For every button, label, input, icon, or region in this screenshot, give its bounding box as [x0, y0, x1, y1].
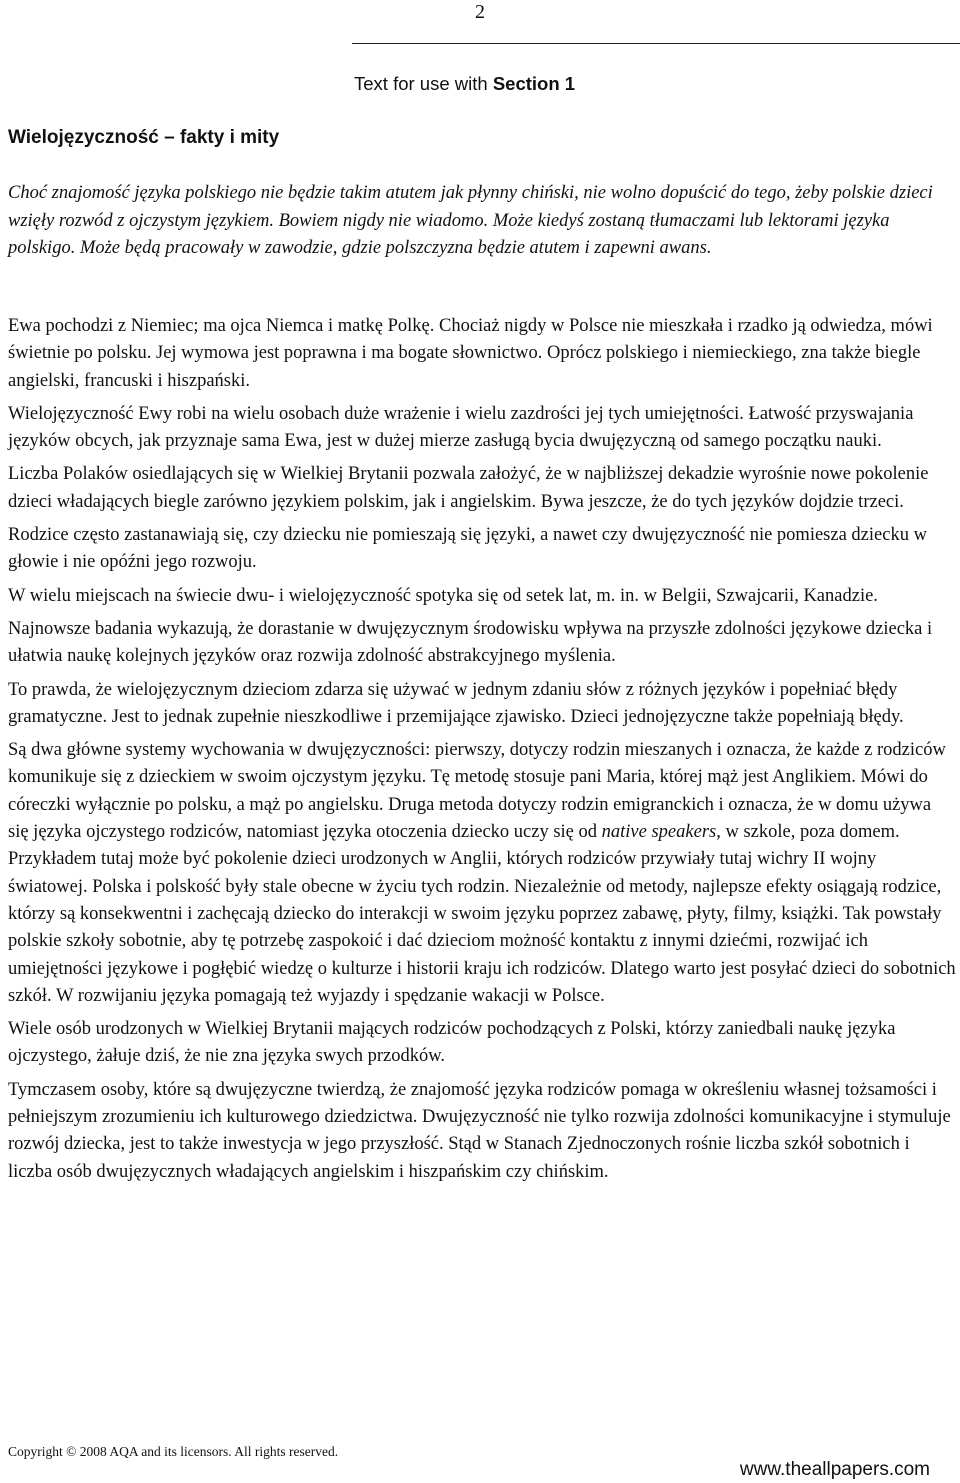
section-heading-name: Section 1 — [492, 73, 576, 94]
body-paragraph: Najnowsze badania wykazują, że dorastanie w dwujęzycznym środowisku wpływa na przyszłe zdolności językowe dziecka i ułatwia naukę kolejnych języków oraz rozwija zdolność abstrakcyjnego myślenia. — [8, 618, 933, 667]
body-paragraph-methods — [8, 737, 956, 1010]
methods-text-end: , w szkole, poza domem. Przykładem tutaj może być pokolenie dzieci urodzonych w Anglii, których rodziców przywiały tutaj wichry II wojny światowej. Polska i polskość były stale obecne w życiu tych rodzin. Niezależnie od metody, najlepsze efekty osiągają rodzice, którzy są konsekwentni i zachęcają dziecko do interakcji w swoim języku poprzez zabawę, płyty, filmy, książki. Tak powstały polskie szkoły sobotnie, aby tę potrzebę zaspokoić i dać dzieciom możność kontaktu z innymi dziećmi, rozwijać ich umiejętności językowe i pogłębić wiedzę o kulturze i historii kraju ich rodziców. Dlatego warto jest posyłać dzieci do sobotnich szkół. W rozwijaniu języka pomagają też wyjazdy i spędzanie wakacji w Polsce. — [8, 822, 956, 1006]
copyright-notice: Copyright © 2008 AQA and its licensors. All rights reserved. — [8, 1444, 339, 1459]
body-paragraph: Liczba Polaków osiedlających się w Wielkiej Brytanii pozwala założyć, że w najbliższej dekadzie wyrośnie nowe pokolenie dzieci władających biegle zarówno językiem polskim, jak i angielskim. Bywa jeszcze, że do tych języków dojdzie trzeci. — [8, 464, 929, 512]
page-number: 2 — [475, 1, 485, 23]
intro-paragraph: Choć znajomość języka polskiego nie będzie takim atutem jak płynny chiński, nie wolno dopuścić do tego, żeby polskie dzieci wzięły rozwód z ojczystym językiem. Bowiem nigdy nie wiadomo. Może kiedyś zostaną tłumaczami lub lektorami języka polskigo. Może będą pracowały w zawodzie, gdzie polszczyzna będzie atutem i zapewni awans. — [8, 183, 933, 258]
section-heading — [354, 72, 575, 96]
body-paragraph: W wielu miejscach na świecie dwu- i wielojęzyczność spotyka się od setek lat, m. in. w Belgii, Szwajcarii, Kanadzie. — [8, 585, 878, 606]
body-paragraph: Wielojęzyczność Ewy robi na wielu osobach duże wrażenie i wielu zazdrości jej tych umiejętności. Łatwość przyswajania języków obcych, jak przyznaje sama Ewa, jest w dużej mierze zasługą bycia dwujęzyczną od samego początku nauki. — [8, 403, 914, 452]
website-link[interactable]: www.theallpapers.com — [739, 1459, 930, 1480]
body-paragraph: Wiele osób urodzonych w Wielkiej Brytanii mających rodziców pochodzących z Polski, którzy zaniedbali naukę języka ojczystego, żałuje dziś, że nie zna języka swych przodków. — [8, 1019, 896, 1067]
body-paragraph: Rodzice często zastanawiają się, czy dziecku nie pomieszają się języki, a nawet czy dwujęzyczność nie pomiesza dziecku w głowie i nie opóźni jego rozwoju. — [8, 525, 927, 573]
body-paragraph: Ewa pochodzi z Niemiec; ma ojca Niemca i matkę Polkę. Chociaż nigdy w Polsce nie mieszkała i rzadko ją odwiedza, mówi świetnie po polsku. Jej wymowa jest poprawna i ma bogate słownictwo. Oprócz polskiego i niemieckiego, zna także biegle angielski, francuski i hiszpański. — [8, 316, 933, 391]
article-body — [8, 313, 956, 1186]
body-paragraph: Tymczasem osoby, które są dwujęzyczne twierdzą, że znajomość języka rodziców pomaga w określeniu własnej tożsamości i pełniejszym zrozumieniu ich kulturowego dziedzictwa. Dwujęzyczność nie tylko rozwija zdolności komunikacyjne i stymuluje rozwój dziecka, jest to także inwestycja w jego przyszłość. Stąd w Stanach Zjednoczonych rośnie liczba szkół sobotnich i liczba osób dwujęzycznych władających angielskim i hiszpańskim czy chińskim. — [8, 1079, 951, 1182]
section-heading-prefix: Text for use with — [354, 73, 493, 94]
article-title: Wielojęzyczność – fakty i mity — [8, 127, 280, 148]
body-paragraph: To prawda, że wielojęzycznym dzieciom zdarza się używać w jednym zdaniu słów z różnych języków i popełniać błędy gramatyczne. Jest to jednak zupełnie nieszkodliwe i przemijające zjawisko. Dzieci jednojęzyczne także popełniają błędy. — [8, 679, 904, 727]
native-speakers-term: native speakers — [601, 822, 717, 843]
header-rule — [352, 43, 960, 44]
methods-text-start: Są dwa główne systemy wychowania w dwujęzyczności: pierwszy, dotyczy rodzin mieszanych i oznacza, że każde z rodziców komunikuje się z dzieckiem w swoim ojczystym języku. Tę metodę stosuje pani Maria, której mąż jest Anglikiem. Mówi do córeczki wyłącznie po polsku, a mąż po angielsku. Druga metoda dotyczy rodzin emigranckich i oznacza, że w domu używa się języka ojczystego rodziców, natomiast języka otoczenia dziecko uczy się od — [8, 740, 946, 843]
